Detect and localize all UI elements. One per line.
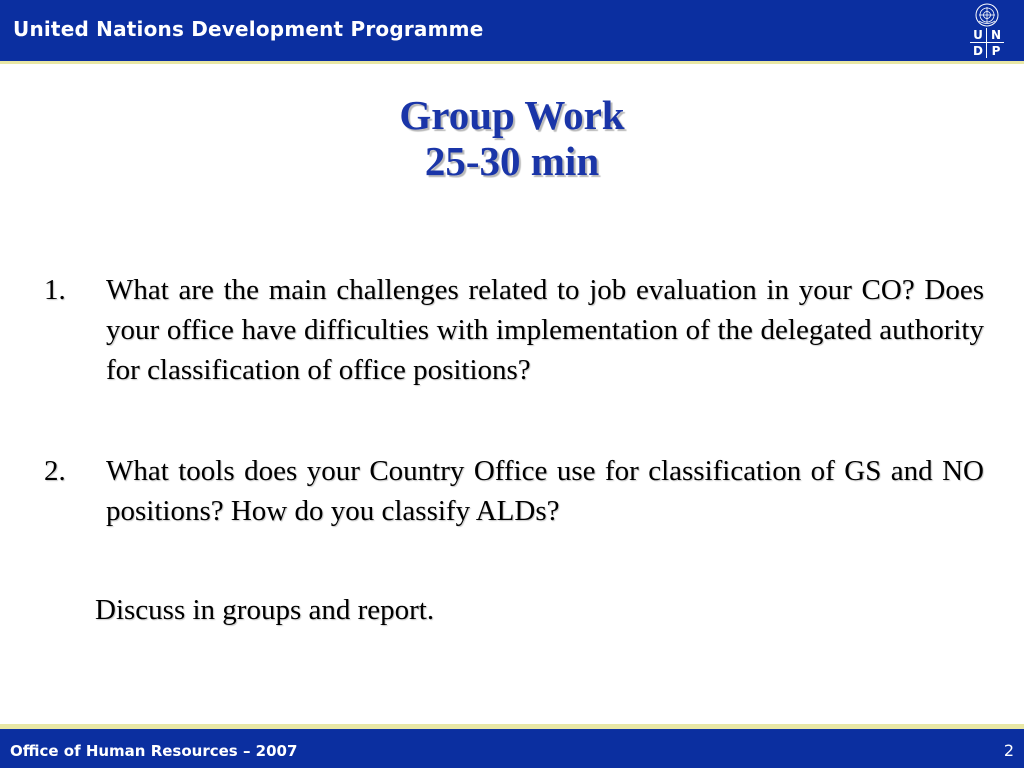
logo-letter: D [973, 44, 983, 58]
header-divider [0, 61, 1024, 64]
logo-grid-line [970, 42, 1004, 43]
undp-logo [968, 2, 1006, 58]
list-item-number: 1. [44, 274, 66, 306]
un-emblem-icon [975, 3, 999, 27]
slide-title [0, 92, 1024, 184]
page-number: 2 [1003, 741, 1014, 760]
list-item-text: What are the main challenges related to job evaluation in your CO? Does your office have difficulties with implementation of the delegated authority for classification of office positions? [106, 274, 984, 386]
list-item [44, 451, 984, 531]
footer-text: Office of Human Resources – 2007 [10, 742, 298, 760]
logo-letter: N [990, 28, 1002, 42]
slide-subtitle-line: 25-30 min [424, 138, 600, 184]
list-item-text: What tools does your Country Office use for classification of GS and NO positions? How do you classify ALDs? [106, 455, 984, 527]
list-item [44, 270, 984, 390]
logo-letter: U [973, 28, 983, 42]
slide-title-line: Group Work [399, 92, 625, 138]
closing-instruction: Discuss in groups and report. [95, 594, 435, 626]
list-item-number: 2. [44, 455, 66, 487]
logo-grid-line [986, 28, 987, 58]
logo-letter: P [991, 44, 1001, 58]
undp-letter-grid [970, 28, 1004, 58]
organization-name: United Nations Development Programme [13, 17, 484, 41]
